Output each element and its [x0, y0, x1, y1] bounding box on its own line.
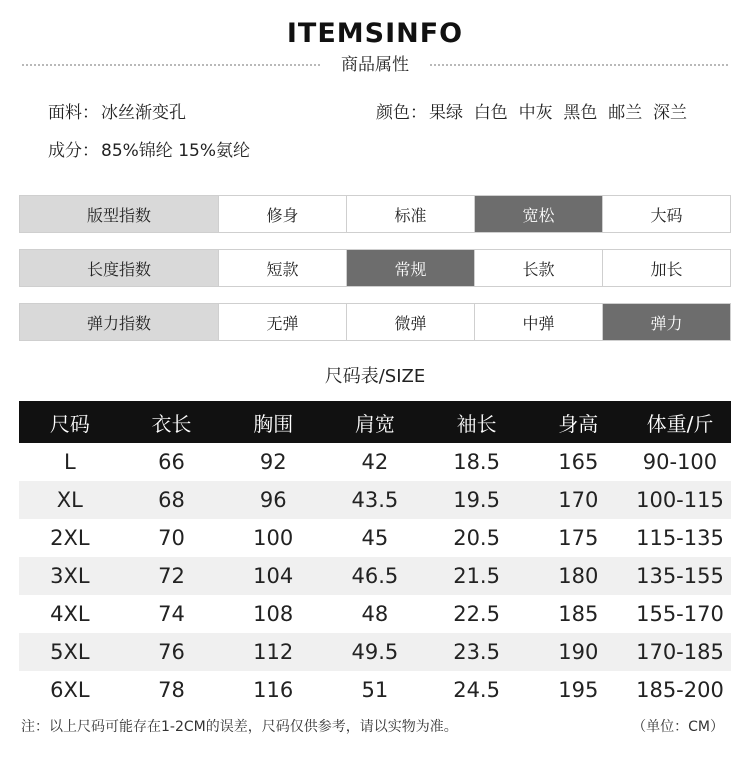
- table-header: [19, 401, 731, 443]
- grade-option: 短款: [218, 250, 346, 286]
- grade-option: 加长: [602, 250, 730, 286]
- composition-value: 85%锦纶 15%氨纶: [101, 141, 250, 161]
- table-cell: XL: [56, 488, 83, 512]
- table-cell: 23.5: [453, 640, 500, 664]
- size-chart-title: 尺码表/SIZE: [324, 366, 426, 387]
- table-cell: 66: [158, 450, 185, 474]
- table-cell: 100: [253, 526, 294, 550]
- table-cell: 190: [558, 640, 599, 664]
- table-cell: 195: [558, 678, 599, 702]
- table-cell: 100-115: [636, 488, 724, 512]
- table-cell: 3XL: [50, 564, 90, 588]
- grade-row: [19, 249, 731, 287]
- grade-label: 版型指数: [20, 196, 218, 232]
- table-cell: 175: [558, 526, 599, 550]
- table-cell: 104: [253, 564, 294, 588]
- column-header: 体重/斤: [646, 411, 714, 436]
- column-header: 胸围: [253, 411, 294, 436]
- grade-option-selected: 弹力: [602, 304, 730, 340]
- grade-option: 标准: [346, 196, 474, 232]
- table-cell: 45: [361, 526, 389, 550]
- table-cell: 20.5: [453, 526, 500, 550]
- table-cell: 115-135: [636, 526, 724, 550]
- table-cell: 18.5: [453, 450, 500, 474]
- grade-option: 大码: [602, 196, 730, 232]
- table-cell: 43.5: [351, 488, 399, 512]
- table-row: [19, 671, 731, 709]
- grade-row: [19, 195, 731, 233]
- table-cell: 24.5: [453, 678, 500, 702]
- table-row: [19, 519, 731, 557]
- color-attr: [376, 98, 687, 123]
- table-cell: 76: [158, 640, 185, 664]
- table-cell: 22.5: [453, 602, 500, 626]
- table-cell: 116: [253, 678, 294, 702]
- table-cell: 42: [361, 450, 389, 474]
- table-cell: 112: [253, 640, 294, 664]
- grade-row: [19, 303, 731, 341]
- size-table: [19, 401, 731, 709]
- material-label: 面料：: [48, 103, 99, 123]
- grade-label: 长度指数: [20, 250, 218, 286]
- color-value: 果绿 白色 中灰 黑色 邮兰 深兰: [429, 103, 688, 123]
- grade-label: 弹力指数: [20, 304, 218, 340]
- column-header: 身高: [558, 411, 599, 436]
- color-label: 颜色：: [376, 103, 427, 123]
- table-cell: 48: [361, 602, 389, 626]
- table-cell: 74: [158, 602, 185, 626]
- page-subtitle: 商品属性: [341, 55, 409, 75]
- table-cell: 72: [158, 564, 185, 588]
- composition-label: 成分：: [48, 141, 99, 161]
- table-cell: 185: [558, 602, 599, 626]
- table-cell: 21.5: [453, 564, 500, 588]
- table-cell: 49.5: [351, 640, 399, 664]
- table-cell: 46.5: [351, 564, 399, 588]
- table-row: [19, 633, 731, 671]
- column-header: 袖长: [456, 411, 497, 436]
- table-cell: 180: [558, 564, 599, 588]
- table-cell: 165: [558, 450, 599, 474]
- table-cell: 78: [158, 678, 185, 702]
- table-cell: 96: [259, 488, 287, 512]
- grade-option: 无弹: [218, 304, 346, 340]
- grade-option: 中弹: [474, 304, 602, 340]
- table-cell: 4XL: [50, 602, 90, 626]
- table-cell: L: [63, 450, 76, 474]
- column-header: 衣长: [151, 411, 192, 436]
- page-title: ITEMSINFO: [286, 18, 464, 49]
- table-cell: 19.5: [453, 488, 500, 512]
- table-cell: 170-185: [636, 640, 724, 664]
- table-row: [19, 481, 731, 519]
- table-cell: 5XL: [50, 640, 90, 664]
- table-cell: 155-170: [636, 602, 724, 626]
- column-header: 肩宽: [354, 411, 395, 436]
- table-cell: 170: [558, 488, 599, 512]
- grade-option-selected: 宽松: [474, 196, 602, 232]
- table-cell: 6XL: [50, 678, 90, 702]
- table-cell: 108: [253, 602, 294, 626]
- divider-right: [430, 64, 728, 66]
- footer-note: 注：以上尺码可能存在1-2CM的误差，尺码仅供参考，请以实物为准。: [21, 719, 458, 735]
- table-cell: 135-155: [636, 564, 724, 588]
- composition-attr: [48, 136, 250, 161]
- table-row: [19, 557, 731, 595]
- table-cell: 90-100: [642, 450, 718, 474]
- table-row: [19, 443, 731, 481]
- table-cell: 68: [158, 488, 185, 512]
- table-cell: 2XL: [50, 526, 90, 550]
- column-header: 尺码: [49, 411, 90, 436]
- grade-option: 长款: [474, 250, 602, 286]
- grade-option: 修身: [218, 196, 346, 232]
- table-row: [19, 595, 731, 633]
- subtitle-bar: [22, 50, 728, 76]
- material-value: 冰丝渐变孔: [101, 103, 186, 123]
- grade-option: 微弹: [346, 304, 474, 340]
- grade-option-selected: 常规: [346, 250, 474, 286]
- unit-note: （单位：CM）: [632, 719, 724, 735]
- material-attr: [48, 98, 186, 123]
- table-cell: 70: [158, 526, 185, 550]
- table-cell: 185-200: [636, 678, 724, 702]
- table-cell: 51: [361, 678, 389, 702]
- table-cell: 92: [259, 450, 287, 474]
